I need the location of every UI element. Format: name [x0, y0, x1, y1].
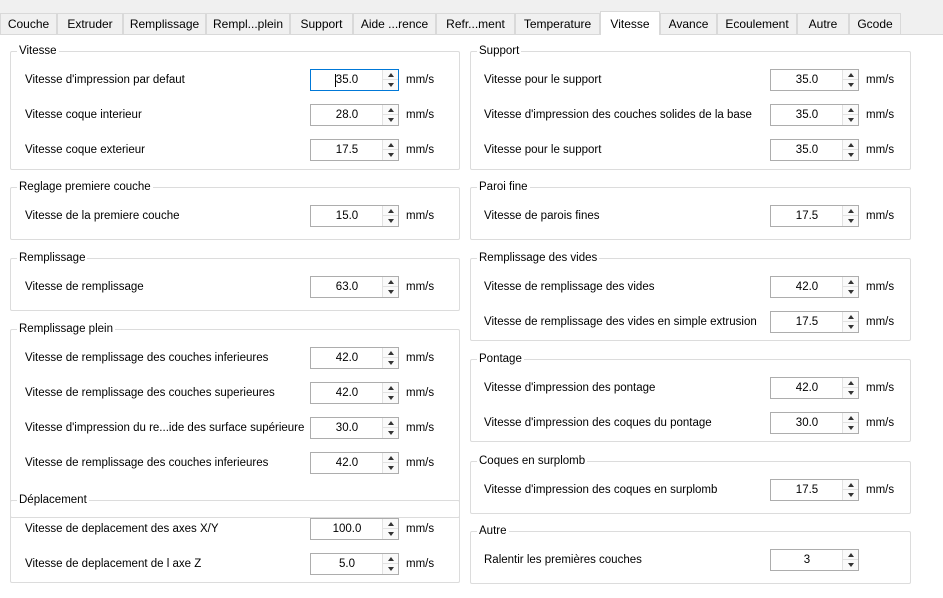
- spin-buttons: [382, 70, 398, 90]
- text-caret: [335, 74, 336, 87]
- setting-label: Vitesse coque exterieur: [25, 144, 145, 156]
- arrow-up-icon: [848, 108, 854, 112]
- arrow-up-icon: [848, 315, 854, 319]
- unit-label: mm/s: [866, 210, 895, 222]
- setting-row: [25, 382, 455, 404]
- spin-up-button[interactable]: [843, 413, 858, 423]
- group-title: Remplissage des vides: [479, 252, 598, 264]
- setting-row: [484, 205, 909, 227]
- setting-row: [484, 69, 909, 91]
- inner-shell-speed-spinbox[interactable]: [310, 104, 399, 126]
- spin-buttons: [842, 312, 858, 332]
- group-title: Remplissage: [19, 252, 86, 264]
- setting-row: [25, 205, 455, 227]
- group-remplissage: [10, 252, 460, 311]
- arrow-down-icon: [848, 219, 854, 223]
- setting-row: [484, 377, 909, 399]
- arrow-down-icon: [388, 219, 394, 223]
- spinbox-value[interactable]: 30.0: [335, 422, 359, 434]
- arrow-down-icon: [848, 563, 854, 567]
- unit-label: mm/s: [866, 382, 895, 394]
- spin-up-button[interactable]: [383, 70, 398, 80]
- spinbox-value[interactable]: 5.0: [339, 558, 355, 570]
- first-layer-speed-spinbox[interactable]: [310, 205, 399, 227]
- arrow-up-icon: [388, 280, 394, 284]
- spin-down-button[interactable]: [383, 150, 398, 160]
- setting-label: Vitesse de remplissage des vides en simple extrusion: [484, 316, 757, 328]
- unit-label: mm/s: [406, 210, 435, 222]
- spin-down-button[interactable]: [383, 463, 398, 473]
- spinbox-value[interactable]: 35.0: [795, 109, 819, 121]
- spin-down-button[interactable]: [843, 388, 858, 398]
- unit-label: mm/s: [866, 74, 895, 86]
- group-coques-surplomb: [470, 455, 911, 514]
- arrow-down-icon: [848, 325, 854, 329]
- arrow-down-icon: [848, 290, 854, 294]
- arrow-up-icon: [848, 209, 854, 213]
- group-title: Paroi fine: [479, 181, 528, 193]
- spinbox-value[interactable]: 42.0: [335, 457, 359, 469]
- spin-up-button[interactable]: [383, 105, 398, 115]
- unit-label: mm/s: [406, 523, 435, 535]
- arrow-down-icon: [848, 391, 854, 395]
- setting-row: [484, 139, 909, 161]
- spin-up-button[interactable]: [843, 550, 858, 560]
- thin-wall-speed-spinbox[interactable]: [770, 205, 859, 227]
- arrow-up-icon: [388, 421, 394, 425]
- spinbox-value[interactable]: 28.0: [335, 109, 359, 121]
- support-speed-spinbox[interactable]: [770, 69, 859, 91]
- arrow-down-icon: [388, 396, 394, 400]
- group-title: Déplacement: [19, 494, 87, 506]
- spin-buttons: [382, 348, 398, 368]
- unit-label: mm/s: [866, 316, 895, 328]
- spin-buttons: [382, 383, 398, 403]
- spin-down-button[interactable]: [383, 393, 398, 403]
- setting-row: [484, 549, 909, 571]
- setting-label: Vitesse de parois fines: [484, 210, 600, 222]
- bottom-solid-speed-spinbox[interactable]: [310, 347, 399, 369]
- spin-down-button[interactable]: [843, 322, 858, 332]
- spin-up-button[interactable]: [843, 378, 858, 388]
- spin-down-button[interactable]: [843, 150, 858, 160]
- spinbox-value[interactable]: 42.0: [335, 352, 359, 364]
- spin-up-button[interactable]: [383, 519, 398, 529]
- spin-up-button[interactable]: [383, 554, 398, 564]
- arrow-up-icon: [388, 351, 394, 355]
- arrow-down-icon: [848, 83, 854, 87]
- group-title: Autre: [479, 525, 507, 537]
- arrow-up-icon: [848, 381, 854, 385]
- setting-label: Vitesse d'impression des pontage: [484, 382, 656, 394]
- group-support: [470, 45, 911, 170]
- setting-row: [25, 347, 455, 369]
- setting-label: Vitesse d'impression des coques en surplomb: [484, 484, 718, 496]
- spin-up-button[interactable]: [843, 277, 858, 287]
- unit-label: mm/s: [406, 457, 435, 469]
- unit-label: mm/s: [406, 109, 435, 121]
- xy-travel-speed-spinbox[interactable]: [310, 518, 399, 540]
- spin-buttons: [842, 140, 858, 160]
- spin-buttons: [382, 418, 398, 438]
- group-title: Support: [479, 45, 520, 57]
- group-paroi-fine: [470, 181, 911, 240]
- spin-down-button[interactable]: [843, 216, 858, 226]
- setting-row: [25, 417, 455, 439]
- arrow-down-icon: [848, 118, 854, 122]
- spin-down-button[interactable]: [843, 115, 858, 125]
- setting-row: [25, 104, 455, 126]
- setting-label: Vitesse de remplissage des couches superieures: [25, 387, 275, 399]
- group-title: Remplissage plein: [19, 323, 113, 335]
- spin-buttons: [842, 413, 858, 433]
- setting-row: [25, 69, 455, 91]
- setting-row: [484, 104, 909, 126]
- arrow-up-icon: [388, 557, 394, 561]
- spin-buttons: [382, 140, 398, 160]
- arrow-up-icon: [848, 483, 854, 487]
- outer-shell-speed-spinbox[interactable]: [310, 139, 399, 161]
- group-premiere-couche: [10, 181, 460, 240]
- unit-label: mm/s: [406, 144, 435, 156]
- spin-up-button[interactable]: [843, 70, 858, 80]
- spin-down-button[interactable]: [843, 490, 858, 500]
- group-title: Pontage: [479, 353, 522, 365]
- setting-row: [25, 139, 455, 161]
- setting-row: [25, 276, 455, 298]
- setting-label: Vitesse de la premiere couche: [25, 210, 180, 222]
- spin-down-button[interactable]: [383, 428, 398, 438]
- spinbox-value[interactable]: 63.0: [335, 281, 359, 293]
- spin-down-button[interactable]: [843, 80, 858, 90]
- arrow-up-icon: [848, 416, 854, 420]
- spinbox-value[interactable]: 17.5: [795, 210, 819, 222]
- spin-up-button[interactable]: [843, 480, 858, 490]
- spin-buttons: [382, 277, 398, 297]
- spin-up-button[interactable]: [383, 418, 398, 428]
- tab-extruder[interactable]: Extruder: [57, 13, 123, 34]
- setting-label: Vitesse d'impression des coques du pontage: [484, 417, 712, 429]
- bridge-speed-spinbox[interactable]: [770, 377, 859, 399]
- group-title: Reglage premiere couche: [19, 181, 151, 193]
- arrow-up-icon: [848, 143, 854, 147]
- spin-up-button[interactable]: [843, 312, 858, 322]
- vitesse-panel: [0, 35, 943, 598]
- spin-up-button[interactable]: [383, 277, 398, 287]
- group-autre: [470, 525, 911, 584]
- spinbox-value[interactable]: 30.0: [795, 417, 819, 429]
- arrow-down-icon: [388, 83, 394, 87]
- setting-label: Vitesse pour le support: [484, 74, 602, 86]
- tab-support[interactable]: Support: [290, 13, 353, 34]
- group-remplissage-vides: [470, 252, 911, 341]
- spin-down-button[interactable]: [843, 560, 858, 570]
- tab-avance[interactable]: Avance: [660, 13, 717, 34]
- spinbox-value[interactable]: 15.0: [335, 210, 359, 222]
- spin-up-button[interactable]: [383, 383, 398, 393]
- setting-label: Vitesse de remplissage des vides: [484, 281, 655, 293]
- tab-aide-adherence[interactable]: Aide ...rence: [353, 13, 436, 34]
- spin-up-button[interactable]: [843, 206, 858, 216]
- setting-label: Vitesse de deplacement des axes X/Y: [25, 523, 219, 535]
- unit-label: mm/s: [866, 144, 895, 156]
- setting-row: [484, 311, 909, 333]
- spin-up-button[interactable]: [843, 140, 858, 150]
- arrow-down-icon: [388, 290, 394, 294]
- spinbox-value[interactable]: 35.0: [795, 144, 819, 156]
- spinbox-value[interactable]: 42.0: [795, 382, 819, 394]
- setting-row: [484, 412, 909, 434]
- spin-up-button[interactable]: [383, 140, 398, 150]
- setting-label: Vitesse d'impression du re...ide des surface supérieure: [25, 422, 305, 434]
- arrow-up-icon: [848, 280, 854, 284]
- arrow-up-icon: [848, 553, 854, 557]
- tab-bar: [0, 0, 943, 34]
- unit-label: mm/s: [406, 387, 435, 399]
- setting-label: Vitesse coque interieur: [25, 109, 142, 121]
- arrow-down-icon: [848, 493, 854, 497]
- setting-label: Vitesse pour le support: [484, 144, 602, 156]
- top-surface-speed-spinbox[interactable]: [310, 417, 399, 439]
- spin-down-button[interactable]: [383, 115, 398, 125]
- spin-up-button[interactable]: [383, 453, 398, 463]
- spinbox-value[interactable]: 42.0: [795, 281, 819, 293]
- spinbox-value[interactable]: 17.5: [795, 316, 819, 328]
- arrow-up-icon: [388, 108, 394, 112]
- arrow-down-icon: [388, 118, 394, 122]
- arrow-up-icon: [848, 73, 854, 77]
- spin-down-button[interactable]: [383, 358, 398, 368]
- unit-label: mm/s: [866, 417, 895, 429]
- spin-down-button[interactable]: [383, 529, 398, 539]
- group-title: Vitesse: [19, 45, 57, 57]
- spinbox-value[interactable]: 17.5: [335, 144, 359, 156]
- spin-up-button[interactable]: [383, 206, 398, 216]
- gap-fill-single-extrusion-speed-spinbox[interactable]: [770, 311, 859, 333]
- unit-label: mm/s: [866, 109, 895, 121]
- unit-label: mm/s: [406, 352, 435, 364]
- setting-row: [25, 452, 455, 474]
- setting-label: Vitesse de remplissage des couches inferieures: [25, 352, 269, 364]
- spin-buttons: [842, 378, 858, 398]
- spin-up-button[interactable]: [843, 105, 858, 115]
- arrow-up-icon: [388, 143, 394, 147]
- spin-buttons: [842, 277, 858, 297]
- spin-down-button[interactable]: [843, 423, 858, 433]
- unit-label: mm/s: [866, 281, 895, 293]
- bottom-solid-speed-2-spinbox[interactable]: [310, 452, 399, 474]
- tab-couche[interactable]: Couche: [0, 13, 57, 34]
- infill-speed-spinbox[interactable]: [310, 276, 399, 298]
- tab-gcode[interactable]: Gcode: [849, 13, 901, 34]
- arrow-down-icon: [388, 153, 394, 157]
- unit-label: mm/s: [866, 484, 895, 496]
- top-solid-speed-spinbox[interactable]: [310, 382, 399, 404]
- slow-first-layers-spinbox[interactable]: [770, 549, 859, 571]
- arrow-down-icon: [388, 532, 394, 536]
- setting-label: Ralentir les premières couches: [484, 554, 642, 566]
- tab-autre[interactable]: Autre: [797, 13, 849, 34]
- spinbox-value[interactable]: 35.0: [335, 74, 359, 86]
- arrow-down-icon: [848, 426, 854, 430]
- setting-row: [484, 479, 909, 501]
- spin-up-button[interactable]: [383, 348, 398, 358]
- z-travel-speed-spinbox[interactable]: [310, 553, 399, 575]
- setting-row: [25, 518, 455, 540]
- bridge-shell-speed-spinbox[interactable]: [770, 412, 859, 434]
- group-title: Coques en surplomb: [479, 455, 586, 467]
- unit-label: mm/s: [406, 281, 435, 293]
- arrow-up-icon: [388, 386, 394, 390]
- unit-label: mm/s: [406, 422, 435, 434]
- unit-label: mm/s: [406, 558, 435, 570]
- overhang-shell-speed-spinbox[interactable]: [770, 479, 859, 501]
- spin-down-button[interactable]: [383, 216, 398, 226]
- setting-label: Vitesse d'impression des couches solides de la base: [484, 109, 752, 121]
- arrow-down-icon: [848, 153, 854, 157]
- setting-label: Vitesse de remplissage: [25, 281, 144, 293]
- spin-down-button[interactable]: [383, 287, 398, 297]
- spin-down-button[interactable]: [383, 80, 398, 90]
- setting-label: Vitesse d'impression par defaut: [25, 74, 185, 86]
- arrow-down-icon: [388, 431, 394, 435]
- spin-buttons: [842, 480, 858, 500]
- spin-buttons: [382, 105, 398, 125]
- arrow-up-icon: [388, 209, 394, 213]
- setting-label: Vitesse de deplacement de l axe Z: [25, 558, 202, 570]
- arrow-up-icon: [388, 522, 394, 526]
- setting-label: Vitesse de remplissage des couches inferieures: [25, 457, 269, 469]
- raft-base-speed-spinbox[interactable]: [770, 104, 859, 126]
- arrow-down-icon: [388, 567, 394, 571]
- spinbox-value[interactable]: 17.5: [795, 484, 819, 496]
- tab-temperature[interactable]: Temperature: [515, 13, 600, 34]
- setting-row: [484, 276, 909, 298]
- tab-ecoulement[interactable]: Ecoulement: [717, 13, 797, 34]
- arrow-down-icon: [388, 361, 394, 365]
- tab-vitesse[interactable]: Vitesse: [600, 11, 660, 35]
- spin-buttons: [382, 453, 398, 473]
- tab-remplissage[interactable]: Remplissage: [123, 13, 206, 34]
- spin-buttons: [382, 554, 398, 574]
- unit-label: mm/s: [406, 74, 435, 86]
- spin-buttons: [842, 550, 858, 570]
- arrow-up-icon: [388, 456, 394, 460]
- tab-refroidissement[interactable]: Refr...ment: [436, 13, 515, 34]
- tab-remplissage-plein[interactable]: Rempl...plein: [206, 13, 290, 34]
- spin-down-button[interactable]: [383, 564, 398, 574]
- spin-buttons: [842, 70, 858, 90]
- spin-buttons: [382, 519, 398, 539]
- spinbox-value[interactable]: 100.0: [332, 523, 362, 535]
- spinbox-value[interactable]: 3: [803, 554, 811, 566]
- spinbox-value[interactable]: 42.0: [335, 387, 359, 399]
- arrow-up-icon: [388, 73, 394, 77]
- setting-row: [25, 553, 455, 575]
- group-remplissage-plein: [10, 323, 460, 518]
- group-pontage: [470, 353, 911, 442]
- support-speed-2-spinbox[interactable]: [770, 139, 859, 161]
- arrow-down-icon: [388, 466, 394, 470]
- spinbox-value[interactable]: 35.0: [795, 74, 819, 86]
- gap-fill-speed-spinbox[interactable]: [770, 276, 859, 298]
- spin-down-button[interactable]: [843, 287, 858, 297]
- spin-buttons: [842, 206, 858, 226]
- spin-buttons: [382, 206, 398, 226]
- default-speed-spinbox[interactable]: [310, 69, 399, 91]
- spin-buttons: [842, 105, 858, 125]
- group-vitesse: [10, 45, 460, 170]
- group-deplacement: [10, 494, 460, 583]
